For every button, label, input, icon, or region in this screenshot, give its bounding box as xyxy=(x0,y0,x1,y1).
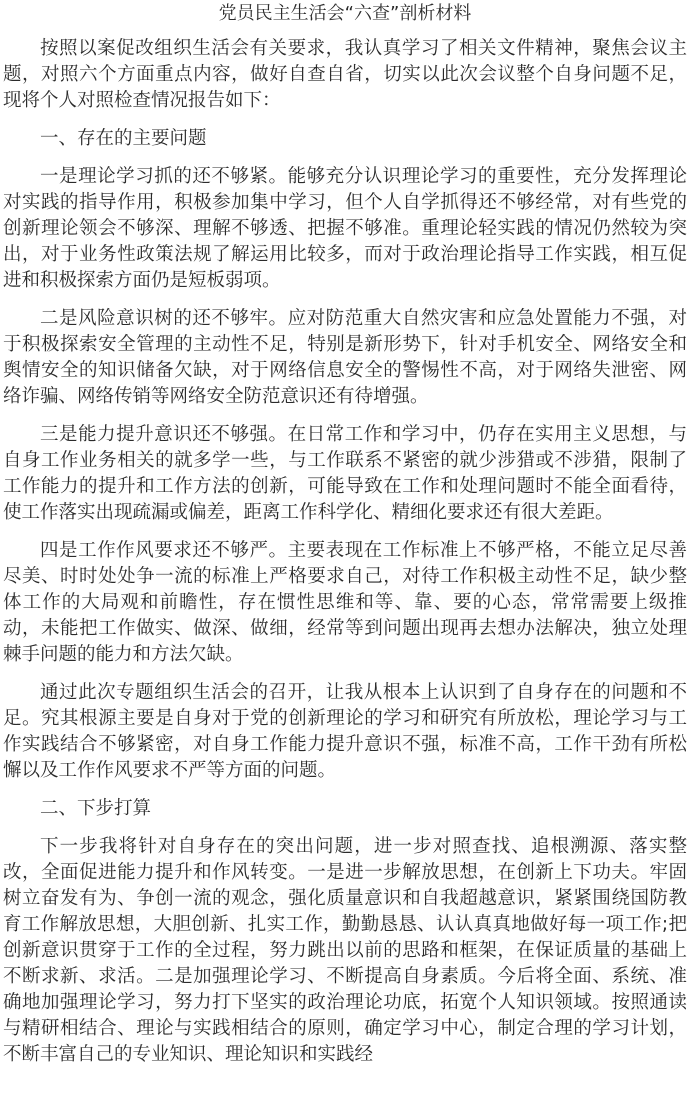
summary-paragraph: 通过此次专题组织生活会的召开，让我从根本上认识到了自身存在的问题和不足。究其根源主要是自身对于党的创新理论的学习和研究有所放松，理论学习与工作实践结合不够紧密，对自身工作能力提升意识不强，标准不高，工作干劲有所松懈以及工作作风要求不严等方面的问题。 xyxy=(3,682,687,781)
section-heading-problems: 一、存在的主要问题 xyxy=(40,128,207,149)
problem-paragraph-1: 一是理论学习抓的还不够紧。能够充分认识理论学习的重要性，充分发挥理论对实践的指导作用，积极参加集中学习，但个人自学抓得还不够经常，对有些党的创新理论领会不够深、理解不够透、把握不够准。重理论轻实践的情况仍然较为突出，对于业务性政策法规了解运用比较多，而对于政治理论指导工作实践，相互促进和积极探索方面仍是短板弱项。 xyxy=(3,166,687,291)
section-heading-plans: 二、下步打算 xyxy=(40,798,152,819)
document-title: 党员民主生活会“六查”剖析材料 xyxy=(218,3,472,24)
plan-paragraph: 下一步我将针对自身存在的突出问题，进一步对照查找、追根溯源、落实整改，全面促进能力提升和作风转变。一是进一步解放思想，在创新上下功夫。牢固树立奋发有为、争创一流的观念，强化质量意识和自我超越意识，紧紧围绕国防教育工作解放思想，大胆创新、扎实工作，勤勤恳恳、认认真真地做好每一项工作;把创新意识贯穿于工作的全过程，努力跳出以前的思路和框架，在保证质量的基础上不断求新、求活。二是加强理论学习、不断提高自身素质。今后将全面、系统、准确地加强理论学习，努力打下坚实的政治理论功底，拓宽个人知识领域。按照通读与精研相结合、理论与实践相结合的原则，确定学习中心，制定合理的学习计划，不断丰富自己的专业知识、理论知识和实践经 xyxy=(3,836,687,1065)
problem-paragraph-2: 二是风险意识树的还不够牢。应对防范重大自然灾害和应急处置能力不强，对于积极探索安全管理的主动性不足，特别是新形势下，针对手机安全、网络安全和舆情安全的知识储备欠缺，对于网络信息安全的警惕性不高，对于网络失泄密、网络诈骗、网络传销等网络安全防范意识还有待增强。 xyxy=(3,308,687,407)
intro-paragraph: 按照以案促改组织生活会有关要求，我认真学习了相关文件精神，聚焦会议主题，对照六个方面重点内容，做好自查自省，切实以此次会议整个自身问题不足，现将个人对照检查情况报告如下： xyxy=(3,38,687,111)
problem-paragraph-3: 三是能力提升意识还不够强。在日常工作和学习中，仍存在实用主义思想，与自身工作业务相关的就多学一些，与工作联系不紧密的就少涉猎或不涉猎，限制了工作能力的提升和工作方法的创新，可能导致在工作和处理问题时不能全面看待，使工作落实出现疏漏或偏差，距离工作科学化、精细化要求还有很大差距。 xyxy=(3,424,687,523)
problem-paragraph-4: 四是工作作风要求还不够严。主要表现在工作标准上不够严格，不能立足尽善尽美、时时处处争一流的标准上严格要求自己，对待工作积极主动性不足，缺少整体工作的大局观和前瞻性，存在惯性思维和等、靠、要的心态，常常需要上级推动，未能把工作做实、做深、做细，经常等到问题出现再去想办法解决，独立处理棘手问题的能力和方法欠缺。 xyxy=(3,540,687,665)
